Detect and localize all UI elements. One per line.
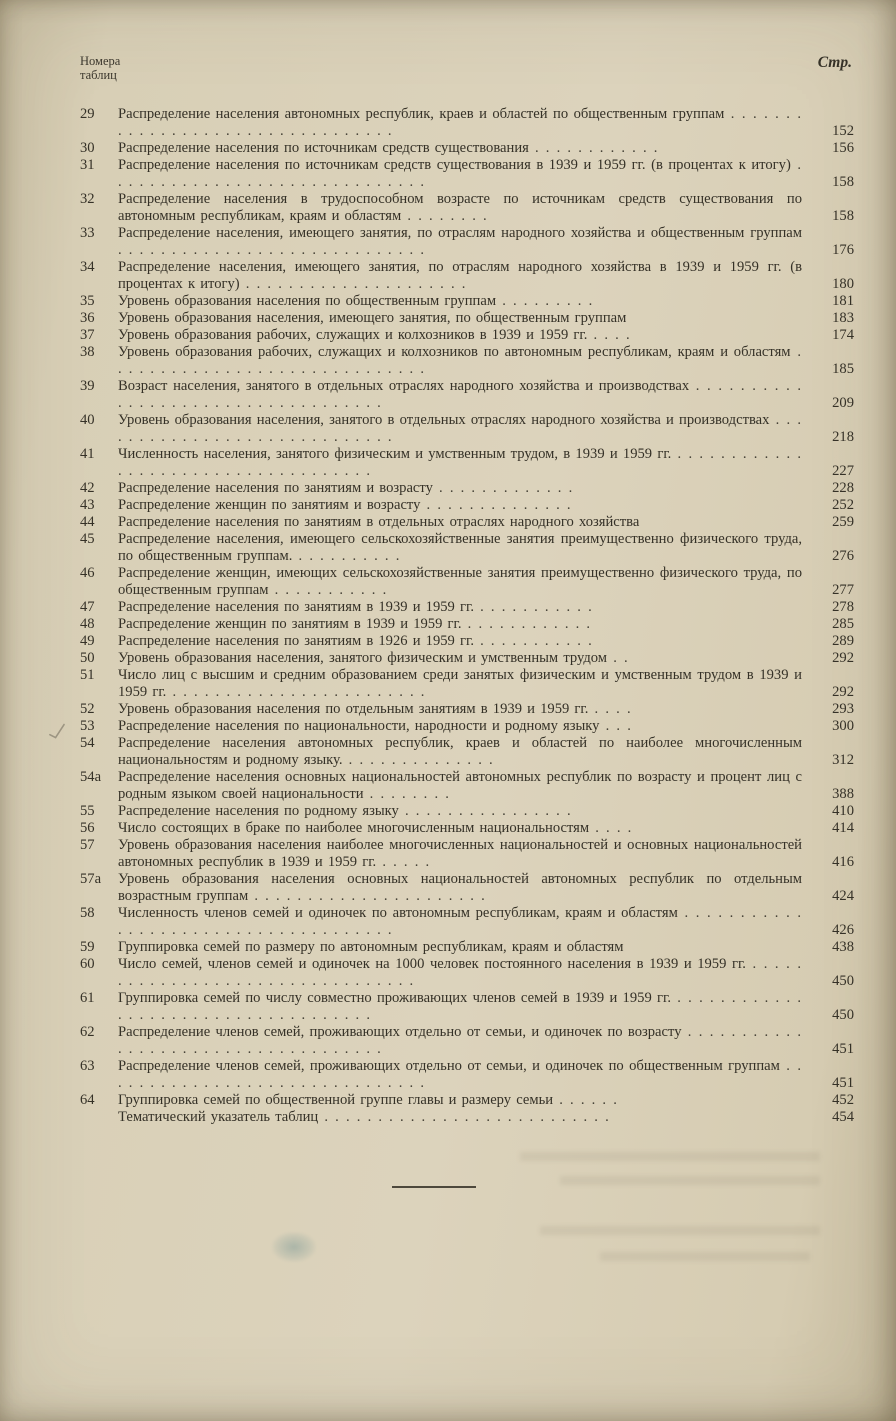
entry-title: Распределение женщин, имеющих сельскохозяйственные занятия преимущественно физического труда, по общественным группам . . . . . . . . . . .	[118, 565, 802, 598]
toc-entry	[80, 259, 854, 293]
toc-entry	[80, 344, 854, 378]
dot-leader: . . . . . . . . . . . . . . . . . . . . . . . . . . . . . . . . .	[118, 106, 803, 139]
entry-number: 51	[80, 667, 95, 683]
column-label-table-numbers	[80, 54, 120, 82]
dot-leader: . . . . . . . . . .	[292, 548, 401, 564]
dot-leader: . . . . . . . . . . . . . . . . . . . . . . . . . . . . . . .	[118, 1058, 803, 1091]
dot-leader: . . . . . . . .	[401, 208, 488, 224]
dot-leader: . . . . . . . . . . . . . . . . . . . . . . . . . . . . . .	[118, 344, 803, 377]
toc-entry	[80, 514, 854, 531]
column-label-line1: Номера	[80, 54, 121, 68]
toc-entry	[80, 310, 854, 327]
dot-leader: . . . . . . . . . . . . . . . . . . . . . . . . . . . . . . . . .	[118, 956, 803, 989]
entry-number: 38	[80, 344, 95, 360]
dot-leader: . . . . . . . . . . . . . . . . . . . . . . . . . . . . . . . . . . . .	[118, 1024, 803, 1057]
section-divider	[392, 1186, 476, 1188]
toc-entry	[80, 140, 854, 157]
toc-entry	[80, 293, 854, 310]
entry-page: 227	[832, 463, 854, 479]
entry-title: Распределение населения основных национальностей автономных республик по возрасту и процент лиц с родным языком своей национальности . . . . . . . .	[118, 769, 802, 802]
entry-page: 156	[832, 140, 854, 156]
toc-entry	[80, 446, 854, 480]
toc-entry	[80, 1024, 854, 1058]
entry-number: 57а	[80, 871, 102, 887]
entry-title: Уровень образования населения по общественным группам . . . . . . . . .	[118, 293, 594, 309]
entry-number: 36	[80, 310, 95, 326]
toc-entry	[80, 905, 854, 939]
entry-page: 292	[832, 650, 854, 666]
entry-title: Распределение населения по занятиям в отдельных отраслях народного хозяйства	[118, 514, 640, 530]
toc-entry	[80, 1092, 854, 1109]
dot-leader: . . . . . . . . . . . . . . . . . . . . .	[239, 276, 467, 292]
toc-entry	[80, 803, 854, 820]
entry-page: 278	[832, 599, 854, 615]
entry-page: 183	[832, 310, 854, 326]
dot-leader: . . . .	[587, 327, 631, 343]
entry-number: 56	[80, 820, 95, 836]
entry-title: Уровень образования населения основных национальностей автономных республик по отдельным возрастным группам . . . . . . . . . . . . . . . . . . . . . .	[118, 871, 802, 904]
toc-entry	[80, 769, 854, 803]
dot-leader: . . . . . . . . . . . . . . . . . . . . . . . . . . . . . .	[118, 157, 802, 190]
entry-page: 228	[832, 480, 854, 496]
entry-title: Распределение населения автономных республик, краев и областей по общественным группам . . . . . . . . . . . . . . . . . . . . . . . . . . . . . . . . .	[118, 106, 803, 139]
bleed-through-mark	[520, 1152, 820, 1161]
entry-title: Распределение членов семей, проживающих отдельно от семьи, и одиночек по возрасту . . . . . . . . . . . . . . . . . . . . . . . . . . . . . . . . . . . .	[118, 1024, 803, 1057]
entry-page: 426	[832, 922, 854, 938]
entry-page: 416	[832, 854, 854, 870]
entry-title: Численность населения, занятого физическим и умственным трудом, в 1939 и 1959 гг. . . . . . . . . . . . . . . . . . . . . . . . . . . . . . . . . . . . .	[118, 446, 802, 479]
entry-number: 54	[80, 735, 95, 751]
entry-number: 37	[80, 327, 95, 343]
entry-number: 63	[80, 1058, 95, 1074]
entry-page: 451	[832, 1075, 854, 1091]
toc-entry	[80, 327, 854, 344]
toc-entry	[80, 480, 854, 497]
toc-entry	[80, 497, 854, 514]
page-header	[80, 54, 854, 82]
toc-entry	[80, 650, 854, 667]
toc-entry	[80, 191, 854, 225]
dot-leader: . . . . . . . . .	[496, 293, 594, 309]
entry-title: Распределение населения по источникам средств существования . . . . . . . . . . . .	[118, 140, 659, 156]
entry-title: Группировка семей по общественной группе главы и размеру семьи . . . . . .	[118, 1092, 618, 1108]
entry-title: Уровень образования рабочих, служащих и колхозников в 1939 и 1959 гг. . . . .	[118, 327, 631, 343]
toc-entry	[80, 990, 854, 1024]
entry-page: 158	[832, 174, 854, 190]
toc-entry	[80, 378, 854, 412]
entry-number: 54а	[80, 769, 102, 785]
bleed-through-mark	[560, 1176, 820, 1185]
dot-leader: . . . .	[588, 701, 632, 717]
dot-leader: . . .	[599, 718, 632, 734]
toc-entry	[80, 1109, 854, 1126]
entry-number: 53	[80, 718, 95, 734]
entry-title: Возраст населения, занятого в отдельных отраслях народного хозяйства и производствах . . . . . . . . . . . . . . . . . . . . . . . . . . . . . . . . . . .	[118, 378, 803, 411]
entry-number: 58	[80, 905, 95, 921]
toc-entry	[80, 106, 854, 140]
dot-leader: . . . . . . . . . . . . . . . . . . . . . . . . . . . . . . . . . . . . .	[118, 905, 803, 938]
entry-page: 285	[832, 616, 854, 632]
entry-page: 410	[832, 803, 854, 819]
entry-page: 276	[832, 548, 854, 564]
entry-page: 312	[832, 752, 854, 768]
entry-title: Группировка семей по размеру по автономным республикам, краям и областям	[118, 939, 624, 955]
entry-page: 451	[832, 1041, 854, 1057]
toc-entry	[80, 718, 854, 735]
entry-title: Уровень образования населения, имеющего занятия, по общественным группам	[118, 310, 627, 326]
dot-leader: . . . . . . . . . . . . . . . .	[398, 803, 572, 819]
toc-entry	[80, 735, 854, 769]
dot-leader: . . . . . . . . . . . . . . . . . . . . . . . . . . . . . . . . . . .	[118, 378, 803, 411]
dot-leader: . . . . . . . . . . . .	[461, 616, 592, 632]
entry-page: 438	[832, 939, 854, 955]
entry-title: Распределение населения автономных республик, краев и областей по наиболее многочисленным национальностям и родному языку. . . . . . . . . . . . . . .	[118, 735, 802, 768]
dot-leader: . . . . . . . . . . . .	[528, 140, 659, 156]
entry-title: Численность членов семей и одиночек по автономным республикам, краям и областям . . . . . . . . . . . . . . . . . . . . . . . . . . . . . . . . . . . . .	[118, 905, 803, 938]
entry-number: 61	[80, 990, 95, 1006]
entry-title: Уровень образования населения наиболее многочисленных национальностей и основных национальностей автономных республик в 1939 и 1959 гг. . . . . .	[118, 837, 802, 870]
toc-entry	[80, 939, 854, 956]
entry-page: 180	[832, 276, 854, 292]
entry-title: Распределение женщин по занятиям в 1939 и 1959 гг. . . . . . . . . . . . .	[118, 616, 592, 632]
entry-number: 32	[80, 191, 95, 207]
entry-number: 60	[80, 956, 95, 972]
entry-number: 39	[80, 378, 95, 394]
entry-title: Число лиц с высшим и средним образованием среди занятых физическим и умственным трудом в 1939 и 1959 гг. . . . . . . . . . . . . . . . . . . . . . . . .	[118, 667, 802, 700]
entry-title: Распределение населения по занятиям и возрасту . . . . . . . . . . . . .	[118, 480, 574, 496]
entry-title: Уровень образования населения, занятого физическим и умственным трудом . .	[118, 650, 629, 666]
entry-number: 35	[80, 293, 95, 309]
entry-page: 454	[832, 1109, 854, 1125]
toc-entry	[80, 956, 854, 990]
dot-leader: . . . . . . . . . . .	[473, 633, 593, 649]
entry-title: Уровень образования населения по отдельным занятиям в 1939 и 1959 гг. . . . .	[118, 701, 632, 717]
entry-title: Распределение населения по занятиям в 1926 и 1959 гг. . . . . . . . . . . .	[118, 633, 593, 649]
entry-title: Распределение населения, имеющего сельскохозяйственные занятия преимущественно физического труда, по общественным группам. . . . . . . . . . .	[118, 531, 802, 564]
entry-title: Распределение населения по национальности, народности и родному языку . . .	[118, 718, 632, 734]
entry-page: 452	[832, 1092, 854, 1108]
entry-title: Распределение населения в трудоспособном возрасте по источникам средств существования по автономным республикам, краям и областям . . . . . . . .	[118, 191, 802, 224]
entry-page: 450	[832, 1007, 854, 1023]
entry-page: 300	[832, 718, 854, 734]
entry-number: 48	[80, 616, 95, 632]
entry-title: Распределение населения, имеющего занятия, по отраслям народного хозяйства и общественным группам . . . . . . . . . . . . . . . . . . . . . . . . . . . . .	[118, 225, 802, 258]
ink-stain	[272, 1232, 316, 1262]
dot-leader: . . . . . . . .	[363, 786, 450, 802]
entry-page: 293	[832, 701, 854, 717]
entry-page: 209	[832, 395, 854, 411]
dot-leader: . . . . .	[376, 854, 431, 870]
bleed-through-mark	[540, 1226, 820, 1235]
toc-entry	[80, 565, 854, 599]
bleed-through-mark	[600, 1252, 810, 1261]
entry-title: Уровень образования населения, занятого в отдельных отраслях народного хозяйства и производствах . . . . . . . . . . . . . . . . . . . . . . . . . . . . .	[118, 412, 802, 445]
toc-entry	[80, 871, 854, 905]
entry-number: 43	[80, 497, 95, 513]
page-content	[80, 54, 854, 1126]
entry-number: 47	[80, 599, 95, 615]
margin-checkmark-icon	[46, 722, 70, 747]
entry-page: 218	[832, 429, 854, 445]
dot-leader: . . . . . . . . . . . . . . . . . . . . . . . . . . . . .	[118, 412, 802, 445]
dot-leader: . . . . . . . . . . . . . . . . . . . . . . . .	[166, 684, 426, 700]
entry-title: Распределение населения по родному языку . . . . . . . . . . . . . . . .	[118, 803, 572, 819]
entry-page: 152	[832, 123, 854, 139]
dot-leader: . . . . . . . . . . . . .	[432, 480, 574, 496]
entry-page: 158	[832, 208, 854, 224]
entry-number: 64	[80, 1092, 95, 1108]
entry-title: Тематический указатель таблиц . . . . . . . . . . . . . . . . . . . . . . . . . . .	[118, 1109, 610, 1125]
entry-number: 31	[80, 157, 95, 173]
entry-page: 277	[832, 582, 854, 598]
entry-number: 49	[80, 633, 95, 649]
dot-leader: . . . . . . . . . . . . . . . . . . . . . . . . . . . . . . . . . . . .	[118, 990, 803, 1023]
dot-leader: . .	[607, 650, 629, 666]
toc-entry	[80, 599, 854, 616]
entry-number: 34	[80, 259, 95, 275]
entry-title: Группировка семей по числу совместно проживающих членов семей в 1939 и 1959 гг. . . . . . . . . . . . . . . . . . . . . . . . . . . . . . . . . . . . .	[118, 990, 803, 1023]
column-label-page: Стр.	[817, 54, 852, 71]
entry-title: Уровень образования рабочих, служащих и колхозников по автономным республикам, краям и областям . . . . . . . . . . . . . . . . . . . . . . . . . . . . . .	[118, 344, 803, 377]
entry-number: 44	[80, 514, 95, 530]
entry-number: 59	[80, 939, 95, 955]
entry-title: Распределение населения, имеющего занятия, по отраслям народного хозяйства в 1939 и 1959 гг. (в процентах к итогу) . . . . . . . . . . . . . . . . . . . . .	[118, 259, 802, 292]
entry-number: 29	[80, 106, 95, 122]
entry-page: 181	[832, 293, 854, 309]
toc-entry	[80, 225, 854, 259]
entry-number: 52	[80, 701, 95, 717]
toc-entry	[80, 633, 854, 650]
entry-title: Число состоящих в браке по наиболее многочисленным национальностям . . . .	[118, 820, 633, 836]
toc-entry	[80, 412, 854, 446]
toc-entry	[80, 531, 854, 565]
dot-leader: . . . . . . . . . . . . . . . . . . . . . . . . . . .	[318, 1109, 610, 1125]
entry-page: 289	[832, 633, 854, 649]
dot-leader: . . . . . . . . . . . . . .	[420, 497, 572, 513]
entry-number: 41	[80, 446, 95, 462]
toc-entry	[80, 701, 854, 718]
entry-title: Распределение населения по источникам средств существования в 1939 и 1959 гг. (в процентах к итогу) . . . . . . . . . . . . . . . . . . . . . . . . . . . . . .	[118, 157, 802, 190]
entry-number: 57	[80, 837, 95, 853]
toc-entry	[80, 157, 854, 191]
entry-number: 50	[80, 650, 95, 666]
entry-page: 414	[832, 820, 854, 836]
dot-leader: . . . . . . . . . . .	[268, 582, 388, 598]
entry-page: 176	[832, 242, 854, 258]
column-label-line2: таблиц	[80, 68, 117, 82]
dot-leader: . . . . . . . . . . . . . . . . . . . . . . . . . . . . . . . . . . . .	[118, 446, 802, 479]
entry-number: 40	[80, 412, 95, 428]
toc-entry	[80, 837, 854, 871]
toc-entry	[80, 1058, 854, 1092]
entry-number: 30	[80, 140, 95, 156]
entry-page: 185	[832, 361, 854, 377]
toc-entry	[80, 616, 854, 633]
dot-leader: . . . . . . . . . . . . . . . . . . . . . . . . . . . . .	[118, 242, 425, 258]
entry-number: 46	[80, 565, 95, 581]
entry-number: 45	[80, 531, 95, 547]
dot-leader: . . . . . .	[553, 1092, 618, 1108]
entry-title: Число семей, членов семей и одиночек на 1000 человек постоянного населения в 1939 и 1959 гг. . . . . . . . . . . . . . . . . . . . . . . . . . . . . . . . . .	[118, 956, 803, 989]
entry-number: 42	[80, 480, 95, 496]
entry-page: 259	[832, 514, 854, 530]
entry-title: Распределение женщин по занятиям и возрасту . . . . . . . . . . . . . .	[118, 497, 572, 513]
entry-number: 55	[80, 803, 95, 819]
entry-number: 33	[80, 225, 95, 241]
entry-title: Распределение членов семей, проживающих отдельно от семьи, и одиночек по общественным группам . . . . . . . . . . . . . . . . . . . . . . . . . . . . . . .	[118, 1058, 803, 1091]
dot-leader: . . . . . . . . . . .	[473, 599, 593, 615]
toc-list	[80, 106, 854, 1126]
toc-entry	[80, 820, 854, 837]
dot-leader: . . . .	[589, 820, 633, 836]
entry-page: 450	[832, 973, 854, 989]
entry-page: 424	[832, 888, 854, 904]
entry-page: 292	[832, 684, 854, 700]
entry-title: Распределение населения по занятиям в 1939 и 1959 гг. . . . . . . . . . . .	[118, 599, 593, 615]
entry-number: 62	[80, 1024, 95, 1040]
entry-page: 174	[832, 327, 854, 343]
entry-page: 388	[832, 786, 854, 802]
toc-entry	[80, 667, 854, 701]
entry-page: 252	[832, 497, 854, 513]
dot-leader: . . . . . . . . . . . . . . . . . . . . . .	[248, 888, 486, 904]
dot-leader: . . . . . . . . . . . . . .	[342, 752, 494, 768]
